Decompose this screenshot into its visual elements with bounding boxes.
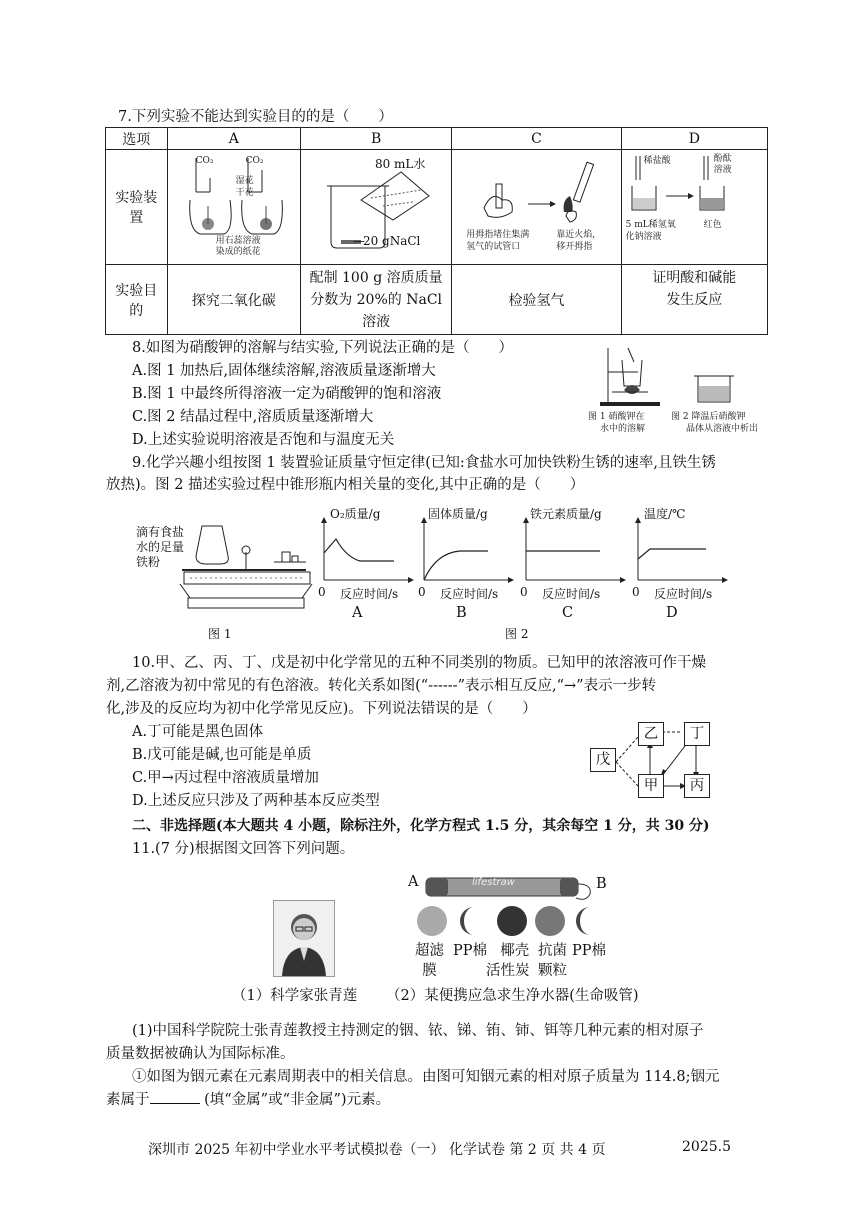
- neutralization-icon: [622, 150, 763, 264]
- hydrogen-caption-left-1: 用拇指堵住集满: [466, 230, 530, 240]
- q9-stem-line-1: 9.化学兴趣小组按图 1 装置验证质量守恒定律(已知:食盐水可加快铁粉生锈的速率,且铁生锈: [132, 455, 716, 471]
- layer-5: [572, 941, 606, 961]
- layer-2: [453, 941, 487, 961]
- figure-a: [167, 150, 300, 265]
- layer-4-line-2: 颗粒: [538, 963, 567, 979]
- salt-label: 20 gNaCl: [362, 234, 421, 248]
- q11-para2-line-1: ①如图为铟元素在元素周期表中的相关信息。由图可知铟元素的相对原子质量为 114.8;铟元: [132, 1069, 720, 1085]
- litmus-caption-1: 用石蕊溶液: [215, 236, 261, 246]
- figure-b: [300, 150, 451, 265]
- layer-3-line-1: 椰壳: [500, 943, 530, 959]
- straw-brand: lifestraw: [472, 877, 515, 888]
- indicator-label-2: 溶液: [713, 165, 732, 175]
- layer-3: [486, 941, 530, 981]
- node-yi: 乙: [638, 722, 664, 746]
- graph-d-xlabel: 反应时间/s: [654, 587, 713, 601]
- table-header-option: 选项: [106, 128, 168, 150]
- q8-fig1-caption-2: 水中的溶解: [600, 424, 646, 434]
- straw-label-b: B: [596, 876, 607, 892]
- q11-para1-line-2: 质量数据被确认为国际标准。: [106, 1046, 295, 1062]
- node-wu: 戊: [590, 748, 616, 772]
- layer-1-line-2: 膜: [422, 963, 437, 979]
- answer-blank-metal[interactable]: [150, 1089, 200, 1104]
- graph-d-ylabel: 温度/℃: [644, 507, 686, 521]
- wet-flower-label: 湿花: [235, 176, 254, 186]
- q8-option-d: D.上述实验说明溶液是否饱和与温度无关: [132, 432, 395, 448]
- q8-fig1-caption-1: 图 1 硝酸钾在: [588, 412, 645, 422]
- q8-dissolving-apparatus-icon: [598, 346, 778, 410]
- q11-para2-pre: 素属于: [106, 1092, 150, 1108]
- section-2-heading: 二、非选择题(本大题共 4 小题，除标注外，化学方程式 1.5 分，其余每空 1 分，共 30 分): [132, 818, 710, 834]
- q11-caption-2: （2）某便携应急求生净水器(生命吸管): [386, 988, 639, 1004]
- node-jia: 甲: [638, 774, 664, 798]
- straw-label-a: A: [408, 874, 419, 890]
- purpose-b-line-3: 溶液: [362, 313, 391, 330]
- q11-caption-1: （1）科学家张青莲: [232, 988, 358, 1004]
- graph-c-ylabel: 铁元素质量/g: [530, 507, 602, 521]
- row-label-apparatus: 实验装置: [106, 150, 168, 265]
- layer-4-line-1: 抗菌: [538, 943, 567, 959]
- layer-1-line-1: 超滤: [415, 943, 444, 959]
- base-label-2: 化钠溶液: [625, 232, 662, 242]
- table-header-d: D: [621, 128, 767, 150]
- life-straw-icon: [424, 868, 600, 908]
- footer-date: 2025.5: [682, 1139, 731, 1155]
- node-bing: 丙: [684, 774, 710, 798]
- figure-c: [452, 150, 621, 265]
- purpose-d-line-1: 证明酸和碱能: [652, 270, 737, 286]
- co2-label-right: CO₂: [245, 156, 264, 166]
- graph-c-letter: C: [562, 605, 574, 621]
- hydrogen-caption-right-1: 靠近火焰,: [556, 230, 596, 240]
- q8-option-c: C.图 2 结晶过程中,溶质质量逐渐增大: [132, 409, 374, 425]
- dry-flower-label: 干花: [235, 188, 254, 198]
- filter-layers-icon: [414, 904, 608, 938]
- figure-d: [621, 150, 767, 265]
- q9-fig1-label-2: 水的足量: [136, 540, 185, 554]
- graph-b-origin: 0: [418, 585, 426, 599]
- q10-option-d: D.上述反应只涉及了两种基本反应类型: [132, 793, 380, 809]
- table-header-b: B: [300, 128, 451, 150]
- q8-option-b: B.图 1 中最终所得溶液一定为硝酸钾的饱和溶液: [132, 386, 442, 402]
- purpose-d-line-2: 发生反应: [666, 292, 723, 308]
- indicator-label-1: 酚酞: [713, 154, 732, 164]
- graph-b: [414, 505, 514, 625]
- table-header-c: C: [452, 128, 621, 150]
- red-label: 红色: [703, 220, 722, 230]
- q8-stem: 8.如图为硝酸钾的溶解与结实验,下列说法正确的是（ ）: [132, 340, 513, 356]
- hydrogen-caption-right-2: 移开拇指: [556, 242, 593, 252]
- graph-a-ylabel: O₂质量/g: [330, 507, 381, 521]
- row-label-purpose: 实验目的: [106, 265, 168, 335]
- hydrogen-caption-left-2: 氢气的试管口: [466, 242, 521, 252]
- graph-b-xlabel: 反应时间/s: [440, 587, 499, 601]
- acid-label: 稀盐酸: [643, 156, 671, 166]
- q9-fig1-label-3: 铁粉: [136, 555, 161, 569]
- q11-stem: 11.(7 分)根据图文回答下列问题。: [132, 841, 355, 857]
- graph-a-letter: A: [352, 605, 363, 621]
- q9-fig2-caption: 图 2: [505, 627, 529, 641]
- water-label: 80 mL水: [374, 157, 426, 171]
- graph-a-origin: 0: [318, 585, 326, 599]
- graph-c: [516, 505, 626, 625]
- layer-5-line-1: PP棉: [572, 943, 607, 959]
- q7-table: [105, 127, 768, 335]
- portrait-icon: [274, 901, 334, 976]
- graph-c-origin: 0: [520, 585, 528, 599]
- purpose-c: 检验氢气: [452, 265, 621, 335]
- layer-4: [538, 941, 567, 981]
- q11-para2-line-2: [106, 1089, 390, 1111]
- graph-c-xlabel: 反应时间/s: [542, 587, 601, 601]
- q10-stem-line-2: 剂,乙溶液为初中常见的有色溶液。转化关系如图(“------”表示相互反应,“→”表示一步转: [106, 678, 657, 694]
- salt-leader: —: [352, 234, 365, 248]
- layer-1: [415, 941, 444, 981]
- q9-stem-line-2: 放热)。图 2 描述实验过程中锥形瓶内相关量的变化,其中正确的是（ ）: [106, 477, 585, 493]
- q10-stem-line-3: 化,涉及的反应均为初中化学常见反应)。下列说法错误的是（ ）: [106, 701, 537, 717]
- layer-2-line-1: PP棉: [453, 943, 488, 959]
- q11-para2-post: (填“金属”或“非金属”)元素。: [199, 1092, 391, 1108]
- q7-stem: 7.下列实验不能达到实验目的的是（ ）: [118, 109, 393, 125]
- q8-fig2-caption-2: 晶体从溶液中析出: [686, 424, 759, 434]
- purpose-b-line-1: 配制 100 g 溶质质量: [309, 269, 443, 286]
- table-header-a: A: [167, 128, 300, 150]
- scientist-photo: [273, 900, 335, 977]
- graph-a-curve: [324, 539, 394, 561]
- purpose-b: [300, 265, 451, 335]
- graph-d-origin: 0: [632, 585, 640, 599]
- purpose-d: [621, 265, 767, 335]
- q9-fig1-caption: 图 1: [208, 627, 232, 641]
- purpose-b-line-2: 分数为 20%的 NaCl: [310, 291, 443, 308]
- q10-option-b: B.戊可能是碱,也可能是单质: [132, 747, 312, 763]
- layer-3-line-2: 活性炭: [486, 963, 530, 979]
- q10-option-c: C.甲→丙过程中溶液质量增加: [132, 770, 319, 786]
- node-ding: 丁: [684, 722, 710, 746]
- q8-option-a: A.图 1 加热后,固体继续溶解,溶液质量逐渐增大: [132, 363, 436, 379]
- litmus-caption-2: 染成的纸花: [215, 247, 261, 257]
- footer-text: 深圳市 2025 年初中学业水平考试模拟卷（一） 化学试卷 第 2 页 共 4 页: [148, 1142, 606, 1158]
- co2-label-left: CO₂: [195, 156, 214, 166]
- q10-option-a: A.丁可能是黑色固体: [132, 724, 264, 740]
- graph-d-letter: D: [666, 605, 678, 621]
- q10-stem-line-1: 10.甲、乙、丙、丁、戊是初中化学常见的五种不同类别的物质。已知甲的浓溶液可作干燥: [132, 655, 707, 671]
- graph-b-ylabel: 固体质量/g: [428, 507, 488, 521]
- q10-relation-diagram: [588, 720, 718, 802]
- graph-b-curve: [424, 551, 488, 580]
- graph-a: [314, 505, 414, 625]
- graph-d-curve: [638, 549, 706, 559]
- balance-scale-icon: [176, 516, 316, 620]
- graph-b-letter: B: [456, 605, 467, 621]
- q9-fig1-label-1: 滴有食盐: [136, 525, 185, 539]
- graph-d: [628, 505, 728, 625]
- purpose-a: 探究二氧化碳: [167, 265, 300, 335]
- q11-para1-line-1: (1)中国科学院院士张青莲教授主持测定的铟、铱、锑、铕、铈、铒等几种元素的相对原子: [132, 1023, 704, 1039]
- base-label-1: 5 mL稀氢氧: [625, 220, 676, 230]
- graph-a-xlabel: 反应时间/s: [340, 587, 399, 601]
- q8-fig2-caption-1: 图 2 降温后硝酸钾: [671, 412, 746, 422]
